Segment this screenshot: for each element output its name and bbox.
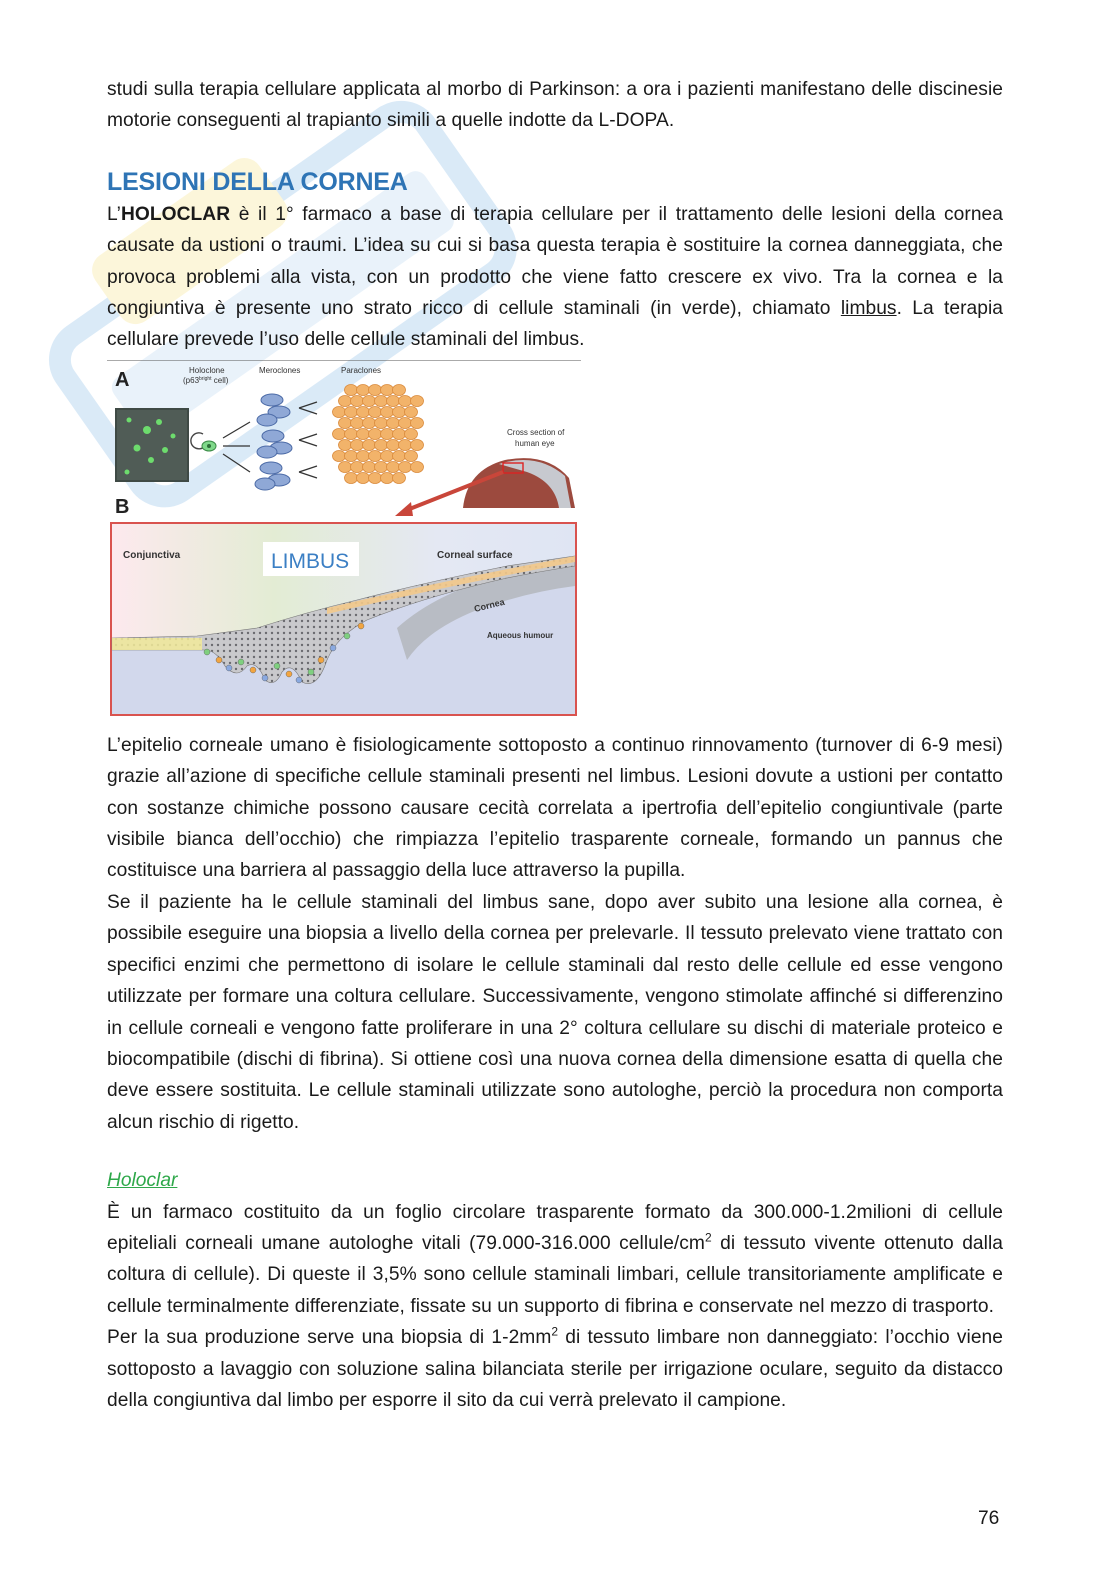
paraclone-cell	[333, 428, 346, 439]
paraclone-cell	[393, 384, 406, 395]
paraclone-cell	[363, 461, 376, 472]
corneal-surface-label: Corneal surface	[437, 549, 513, 561]
paraclone-cell	[339, 461, 352, 472]
cross-section-label: Cross section of	[507, 427, 565, 437]
intro-paragraph: studi sulla terapia cellulare applicata al morbo di Parkinson: a ora i pazienti manifestano delle discinesie motorie conseguenti al trapianto simili a quelle indotte da L-DOPA.	[107, 79, 1003, 132]
paraclone-cell	[339, 417, 352, 428]
paraclone-cell	[411, 395, 424, 406]
paraclone-cell	[357, 384, 370, 395]
paraclone-cell	[411, 461, 424, 472]
paraclone-cell	[351, 395, 364, 406]
paraclone-cell	[393, 450, 406, 461]
limbus-label: LIMBUS	[271, 549, 350, 573]
paraclone-cell	[351, 417, 364, 428]
page-content	[107, 74, 1003, 1416]
paraclone-cell	[369, 384, 382, 395]
limbus-link[interactable]: limbus	[840, 298, 897, 320]
paraclone-cell	[399, 461, 412, 472]
paraclone-cell	[381, 428, 394, 439]
aqueous-humour-label: Aqueous humour	[487, 630, 554, 640]
holoclar-intro-paragraph	[107, 199, 1003, 356]
paraclone-cell	[411, 439, 424, 450]
stem-cell-dot	[286, 671, 292, 677]
paraclone-cell	[375, 417, 388, 428]
paraclone-cell	[363, 395, 376, 406]
paraclone-cell	[387, 439, 400, 450]
paraclone-cell	[363, 417, 376, 428]
paraclone-cell	[381, 450, 394, 461]
stem-cell-dot	[308, 669, 314, 675]
stem-cell-dot	[318, 657, 324, 663]
limbus-figure	[107, 360, 583, 722]
paraclone-cell	[393, 406, 406, 417]
p1-mid: è il 1° farmaco a base di terapia cellulare per il trattamento delle lesioni della cornea causate da ustioni o traumi. L’idea su cui si basa questa terapia è sostituire la cornea danneggiata, che provoca problemi alla vista, con un prodotto che viene fatto crescere ex vivo. Tra la cornea e la congiuntiva è presente uno strato ricco di cellule staminali (in verde), chiamato	[107, 203, 1003, 320]
paraclone-cell	[387, 461, 400, 472]
cross-section-label-2: human eye	[515, 438, 555, 448]
meroclones-label: Meroclones	[259, 365, 301, 375]
paraclone-cell	[345, 406, 358, 417]
holoclar-bold: HOLOCLAR	[120, 203, 231, 225]
paraclone-cell	[345, 472, 358, 483]
holoclone-sup: bright	[199, 375, 212, 382]
paraclone-cell	[345, 450, 358, 461]
paraclone-cell	[357, 472, 370, 483]
paraclone-cells	[333, 384, 424, 483]
paraclone-cell	[393, 428, 406, 439]
holoclone-label-2	[183, 376, 229, 385]
holoclone-cell	[191, 433, 216, 451]
p5-sup: 2	[551, 1324, 559, 1339]
stem-cell-dot	[296, 677, 302, 683]
paraclone-cell	[381, 472, 394, 483]
paraclone-cell	[363, 439, 376, 450]
p4-sup: 2	[704, 1230, 712, 1245]
paraclone-cell	[399, 439, 412, 450]
paraclone-cell	[351, 439, 364, 450]
paraclone-cell	[405, 428, 418, 439]
paraclone-cell	[369, 450, 382, 461]
p5-a: Per la sua produzione serve una biopsia di 1-2mm	[107, 1327, 552, 1349]
paraclone-cell	[345, 384, 358, 395]
conjunctiva-label: Conjunctiva	[123, 549, 181, 561]
paraclone-cell	[381, 406, 394, 417]
p4-b: di tessuto vivente ottenuto dalla coltura di cellule). Di queste il 3,5% sono cellule staminali limbari, cellule transitoriamente amplificate e cellule terminalmente differenziate, fissate su un supporto di fibrina e conservate nel mezzo di trasporto.	[107, 1232, 1003, 1317]
paraclone-cell	[399, 417, 412, 428]
production-paragraph	[107, 1322, 1003, 1416]
stem-cell-dot	[216, 657, 222, 663]
limbus-diagram	[107, 360, 583, 722]
holoclar-subtitle[interactable]: Holoclar	[107, 1170, 178, 1192]
paraclones-label: Paraclones	[341, 365, 382, 375]
paraclone-cell	[369, 472, 382, 483]
stem-cell-dot	[226, 665, 232, 671]
paraclone-cell	[339, 439, 352, 450]
paraclone-cell	[387, 417, 400, 428]
paraclone-cell	[351, 461, 364, 472]
paraclone-cell	[405, 450, 418, 461]
p1-post: . La terapia cellulare prevede l’uso delle cellule staminali del limbus.	[107, 298, 1003, 351]
p5-b: di tessuto limbare non danneggiato: l’occhio viene sottoposto a lavaggio con soluzione salina bilanciata sterile per irrigazione oculare, seguito da distacco della congiuntiva dal limbo per esporre il sito da cui verrà prelevato il campione.	[107, 1327, 1003, 1411]
p1-pre: L’	[107, 203, 121, 225]
paraclone-cell	[375, 439, 388, 450]
epithelium-paragraph: L’epitelio corneale umano è fisiologicamente sottoposto a continuo rinnovamento (turnover di 6-9 mesi) grazie all’azione di specifiche cellule staminali presenti nel limbus. Lesioni dovute a ustioni per contatto con sostanze chimiche possono causare cecità correlata a ipertrofia dell’epitelio congiuntivale (parte visibile bianca dell’occhio) che rimpiazza l’epitelio trasparente corneale, formando un pannus che costituisce una barriera al passaggio della luce attraverso la pupilla.	[107, 734, 1003, 882]
paraclone-cell	[387, 395, 400, 406]
stem-cell-dot	[262, 675, 268, 681]
meroclone-cells	[255, 394, 292, 490]
paraclone-cell	[369, 428, 382, 439]
paraclone-cell	[357, 450, 370, 461]
paraclone-cell	[381, 384, 394, 395]
stem-cell-dot	[358, 623, 364, 629]
holoclone-micrograph	[115, 408, 189, 482]
paraclone-cell	[345, 428, 358, 439]
paraclone-cell	[357, 428, 370, 439]
page-number: 76	[978, 1508, 1000, 1529]
paraclone-cell	[339, 395, 352, 406]
stem-cell-dot	[330, 645, 336, 651]
holoclone-label-2a: (p63	[183, 375, 200, 385]
panel-b-label: B	[115, 495, 130, 518]
paraclone-cell	[333, 406, 346, 417]
paraclone-cell	[375, 395, 388, 406]
holoclone-label: Holoclone	[189, 365, 225, 375]
biopsy-paragraph: Se il paziente ha le cellule staminali del limbus sane, dopo aver subito una lesione alla cornea, è possibile eseguire una biopsia a livello della cornea per prelevarle. Il tessuto prelevato viene trattato con specifici enzimi che permettono di isolare le cellule staminali dal resto delle cellule ed esse vengono utilizzate per formare una coltura cellulare. Successivamente, vengono stimolate affinché si differenzino in cellule corneali e vengono fatte proliferare in una 2° coltura cellulare su dischi di materiale proteico e biocompatibile (dischi di fibrina). Si ottiene così una nuova cornea della dimensione esatta di quella che deve essere sostituita. Le cellule staminali utilizzate sono autologhe, perciò la procedura non comporta alcun rischio di rigetto.	[107, 891, 1003, 1133]
paraclone-cell	[399, 395, 412, 406]
paraclone-cell	[357, 406, 370, 417]
stem-cell-dot	[238, 659, 244, 665]
stem-cell-dot	[204, 649, 210, 655]
stem-cell-dot	[344, 633, 350, 639]
paraclone-cell	[369, 406, 382, 417]
paraclone-cell	[405, 406, 418, 417]
stem-cell-dot	[250, 667, 256, 673]
p4-a: È un farmaco costituito da un foglio circolare trasparente formato da 300.000-1.2milioni di cellule epiteliali corneali umane autologhe vitali (79.000-316.000 cellule/cm	[107, 1201, 1003, 1254]
stem-cell-dot	[274, 663, 280, 669]
cornea-label: Cornea	[473, 596, 506, 614]
paraclone-cell	[333, 450, 346, 461]
holoclar-description-paragraph	[107, 1197, 1003, 1323]
paraclone-cell	[375, 461, 388, 472]
paraclone-cell	[411, 417, 424, 428]
holoclone-label-2b: cell)	[211, 375, 229, 385]
paraclone-cell	[393, 472, 406, 483]
section-title: LESIONI DELLA CORNEA	[107, 167, 408, 196]
panel-a-label: A	[115, 368, 130, 391]
